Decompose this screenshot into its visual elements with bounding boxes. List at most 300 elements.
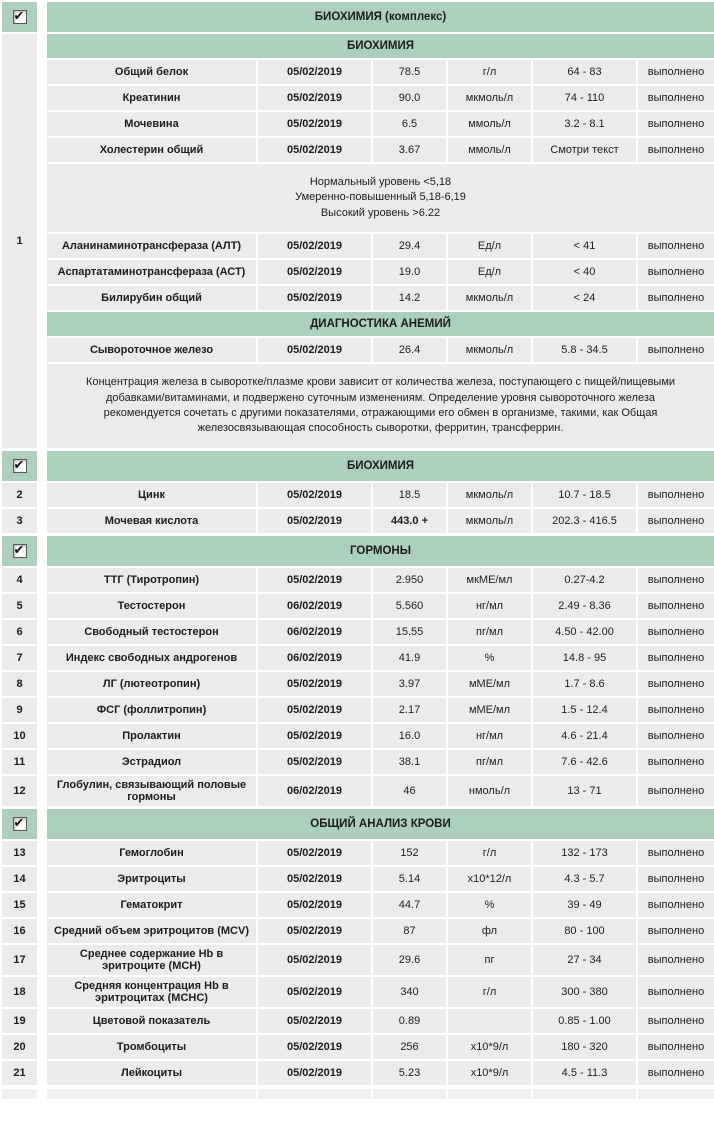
test-unit-cell: % xyxy=(448,646,531,670)
column-gap xyxy=(37,672,47,696)
test-status-cell: выполнено xyxy=(638,86,714,110)
test-unit-cell: мкмоль/л xyxy=(448,86,531,110)
test-unit-cell: Ед/л xyxy=(448,234,531,258)
test-range-cell: 39 - 49 xyxy=(533,893,636,917)
test-date-cell: 05/02/2019 xyxy=(258,750,371,774)
column-gap xyxy=(37,945,47,975)
row-number: 6 xyxy=(2,620,37,644)
test-name-cell: Пролактин xyxy=(47,724,256,748)
table-row xyxy=(47,945,714,975)
test-range-cell: 132 - 173 xyxy=(533,841,636,865)
test-date-cell: 05/02/2019 xyxy=(258,509,371,533)
test-status-cell: выполнено xyxy=(638,112,714,136)
group-subheader: ДИАГНОСТИКА АНЕМИЙ xyxy=(47,312,714,336)
row-number: 20 xyxy=(2,1035,37,1059)
column-gap xyxy=(37,568,47,592)
column-gap xyxy=(37,809,47,839)
test-status-cell: выполнено xyxy=(638,841,714,865)
test-range-cell: 202.3 - 416.5 xyxy=(533,509,636,533)
row-number: 12 xyxy=(2,776,37,806)
test-status-cell: выполнено xyxy=(638,893,714,917)
row-number: 11 xyxy=(2,750,37,774)
table-row-line xyxy=(2,776,714,806)
test-value-cell: 87 xyxy=(373,919,446,943)
test-date-cell: 05/02/2019 xyxy=(258,234,371,258)
test-unit-cell: мМЕ/мл xyxy=(448,698,531,722)
row-number: 17 xyxy=(2,945,37,975)
test-range-cell: 4.5 - 11.3 xyxy=(533,1061,636,1085)
test-unit-cell: г/л xyxy=(448,977,531,1007)
table-row xyxy=(47,893,714,917)
test-value-cell: 3.97 xyxy=(373,672,446,696)
test-value-cell: 443.0 + xyxy=(373,509,446,533)
test-unit-cell: x10*12/л xyxy=(448,867,531,891)
test-date-cell: 05/02/2019 xyxy=(258,893,371,917)
test-range-cell: < 24 xyxy=(533,286,636,310)
column-gap xyxy=(37,509,47,533)
table-row xyxy=(47,646,714,670)
column-gap xyxy=(37,841,47,865)
section-checkbox[interactable] xyxy=(13,10,27,24)
test-unit-cell: мМЕ/мл xyxy=(448,672,531,696)
test-status-cell: выполнено xyxy=(638,509,714,533)
test-unit-cell: x10*9/л xyxy=(448,1061,531,1085)
test-name-cell: Эритроциты xyxy=(47,867,256,891)
test-date-cell: 05/02/2019 xyxy=(258,867,371,891)
note-line: Высокий уровень >6.22 xyxy=(320,206,441,219)
checkmark-icon: ✔ xyxy=(13,541,25,557)
test-date-cell: 05/02/2019 xyxy=(258,568,371,592)
test-status-cell: выполнено xyxy=(638,977,714,1007)
table-row xyxy=(47,338,714,362)
table-row xyxy=(47,483,714,507)
table-row-line xyxy=(2,945,714,975)
test-range-cell: Смотри текст xyxy=(533,138,636,162)
test-status-cell: выполнено xyxy=(638,260,714,284)
section-header-band xyxy=(2,536,714,566)
table-row xyxy=(47,724,714,748)
test-name-cell: Холестерин общий xyxy=(47,138,256,162)
test-date-cell: 05/02/2019 xyxy=(258,1035,371,1059)
test-name-cell: Мочевина xyxy=(47,112,256,136)
row-number: 21 xyxy=(2,1061,37,1085)
test-range-cell: 1.7 - 8.6 xyxy=(533,672,636,696)
test-value-cell: 0.89 xyxy=(373,1009,446,1033)
test-name-cell: Свободный тестостерон xyxy=(47,620,256,644)
test-date-cell: 05/02/2019 xyxy=(258,919,371,943)
test-value-cell: 29.6 xyxy=(373,945,446,975)
test-range-cell: 10.7 - 18.5 xyxy=(533,483,636,507)
test-value-cell: 3.67 xyxy=(373,138,446,162)
test-date-cell: 05/02/2019 xyxy=(258,260,371,284)
test-unit-cell: г/л xyxy=(448,841,531,865)
test-value-cell: 152 xyxy=(373,841,446,865)
test-range-cell: 13 - 71 xyxy=(533,776,636,806)
checkmark-icon: ✔ xyxy=(13,814,25,830)
test-unit-cell: пг/мл xyxy=(448,620,531,644)
column-gap xyxy=(37,594,47,618)
table-row-line xyxy=(2,620,714,644)
table-row-line xyxy=(2,724,714,748)
test-name-cell: Среднее содержание Hb в эритроците (MCH) xyxy=(47,945,256,975)
table-row-line xyxy=(2,594,714,618)
table-row xyxy=(47,1009,714,1033)
column-gap xyxy=(37,919,47,943)
test-date-cell: 05/02/2019 xyxy=(258,483,371,507)
test-value-cell: 15.55 xyxy=(373,620,446,644)
test-name-cell: Мочевая кислота xyxy=(47,509,256,533)
test-unit-cell xyxy=(448,1009,531,1033)
table-row-line xyxy=(2,646,714,670)
column-gap xyxy=(37,34,47,448)
section-checkbox-cell xyxy=(2,2,37,32)
test-date-cell: 06/02/2019 xyxy=(258,776,371,806)
test-unit-cell: ммоль/л xyxy=(448,138,531,162)
test-unit-cell: мкмоль/л xyxy=(448,509,531,533)
table-row xyxy=(47,60,714,84)
row-number: 2 xyxy=(2,483,37,507)
test-range-cell: 3.2 - 8.1 xyxy=(533,112,636,136)
row-number xyxy=(2,1089,37,1099)
table-row-line xyxy=(2,672,714,696)
test-range-cell: < 40 xyxy=(533,260,636,284)
table-row-line xyxy=(2,509,714,533)
column-gap xyxy=(37,1089,47,1099)
column-gap xyxy=(37,1009,47,1033)
test-name-cell: Тромбоциты xyxy=(47,1035,256,1059)
column-gap xyxy=(37,1035,47,1059)
table-row xyxy=(47,509,714,533)
test-unit-cell: мкмоль/л xyxy=(448,483,531,507)
table-row xyxy=(47,234,714,258)
test-name-cell: Средний объем эритроцитов (MCV) xyxy=(47,919,256,943)
row-number: 18 xyxy=(2,977,37,1007)
test-status-cell: выполнено xyxy=(638,672,714,696)
test-value-cell: 41.9 xyxy=(373,646,446,670)
complex-section-body xyxy=(2,34,714,448)
test-name-cell: Средняя концентрация Hb в эритроцитах (MCHC) xyxy=(47,977,256,1007)
test-status-cell: выполнено xyxy=(638,1035,714,1059)
table-row-line xyxy=(2,893,714,917)
test-name-cell: Индекс свободных андрогенов xyxy=(47,646,256,670)
table-row xyxy=(47,750,714,774)
column-gap xyxy=(37,620,47,644)
test-status-cell: выполнено xyxy=(638,919,714,943)
table-row xyxy=(47,260,714,284)
test-name-cell: ФСГ (фоллитропин) xyxy=(47,698,256,722)
test-name-cell: Сывороточное железо xyxy=(47,338,256,362)
test-date-cell: 05/02/2019 xyxy=(258,86,371,110)
test-name-cell: Креатинин xyxy=(47,86,256,110)
test-date-cell: 05/02/2019 xyxy=(258,698,371,722)
test-status-cell: выполнено xyxy=(638,1009,714,1033)
column-gap xyxy=(37,483,47,507)
test-date-cell: 05/02/2019 xyxy=(258,724,371,748)
test-date-cell: 05/02/2019 xyxy=(258,338,371,362)
test-status-cell: выполнено xyxy=(638,945,714,975)
test-name-cell: Общий белок xyxy=(47,60,256,84)
test-name-cell: Лейкоциты xyxy=(47,1061,256,1085)
test-unit-cell: пг/мл xyxy=(448,750,531,774)
test-range-cell: < 41 xyxy=(533,234,636,258)
row-number: 3 xyxy=(2,509,37,533)
row-number: 5 xyxy=(2,594,37,618)
test-status-cell: выполнено xyxy=(638,620,714,644)
test-name-cell: Гемоглобин xyxy=(47,841,256,865)
test-name-cell: Тестостерон xyxy=(47,594,256,618)
test-name-cell: Аспартатаминотрансфераза (АСТ) xyxy=(47,260,256,284)
test-range-cell: 4.3 - 5.7 xyxy=(533,867,636,891)
table-row-line xyxy=(2,698,714,722)
test-range-cell: 27 - 34 xyxy=(533,945,636,975)
table-row xyxy=(47,86,714,110)
test-unit-cell: мкмоль/л xyxy=(448,338,531,362)
test-name-cell: Глобулин, связывающий половые гормоны xyxy=(47,776,256,806)
note-line: Концентрация железа в сыворотке/плазме крови зависит от количества железа, поступающего с пищей/пищевыми добавками/витаминами, и подвержено суточным изменениям. Определение уровня сывороточного железа рекомендуется сочетать с другими показателями, отражающими его обмен в организме, такими, как Общая железосвязывающая способность сыворотки, ферритин, трансферрин. xyxy=(85,376,676,435)
test-range-cell: 2.49 - 8.36 xyxy=(533,594,636,618)
section-content xyxy=(47,34,714,448)
test-status-cell: выполнено xyxy=(638,724,714,748)
test-date-cell: 05/02/2019 xyxy=(258,841,371,865)
note-text-block xyxy=(47,164,714,232)
test-value-cell: 6.5 xyxy=(373,112,446,136)
test-unit-cell: мкмоль/л xyxy=(448,286,531,310)
test-value-cell: 18.5 xyxy=(373,483,446,507)
column-gap xyxy=(37,867,47,891)
test-range-cell: 64 - 83 xyxy=(533,60,636,84)
table-row-line xyxy=(2,1035,714,1059)
row-number: 16 xyxy=(2,919,37,943)
test-unit-cell: нмоль/л xyxy=(448,776,531,806)
test-unit-cell: нг/мл xyxy=(448,594,531,618)
test-value-cell: 2.17 xyxy=(373,698,446,722)
section-checkbox[interactable] xyxy=(13,541,27,558)
test-status-cell: выполнено xyxy=(638,338,714,362)
test-date-cell: 05/02/2019 xyxy=(258,60,371,84)
test-value-cell: 29.4 xyxy=(373,234,446,258)
section-header-band xyxy=(2,809,714,839)
section-title: БИОХИМИЯ xyxy=(47,451,714,481)
test-name-cell: ТТГ (Тиротропин) xyxy=(47,568,256,592)
test-range-cell: 0.27-4.2 xyxy=(533,568,636,592)
test-status-cell: выполнено xyxy=(638,138,714,162)
test-value-cell: 90.0 xyxy=(373,86,446,110)
test-value-cell: 2.950 xyxy=(373,568,446,592)
checkmark-icon: ✔ xyxy=(13,456,25,472)
test-value-cell: 26.4 xyxy=(373,338,446,362)
test-unit-cell: фл xyxy=(448,919,531,943)
empty-cell xyxy=(448,1089,531,1099)
test-status-cell: выполнено xyxy=(638,286,714,310)
note-line: Умеренно-повышенный 5,18-6,19 xyxy=(295,191,466,204)
table-row xyxy=(47,620,714,644)
table-row-line xyxy=(2,977,714,1007)
test-date-cell: 05/02/2019 xyxy=(258,977,371,1007)
table-row xyxy=(47,919,714,943)
section-title: ОБЩИЙ АНАЛИЗ КРОВИ xyxy=(47,809,714,839)
test-value-cell: 256 xyxy=(373,1035,446,1059)
test-value-cell: 44.7 xyxy=(373,893,446,917)
column-gap xyxy=(37,893,47,917)
row-number: 13 xyxy=(2,841,37,865)
test-value-cell: 16.0 xyxy=(373,724,446,748)
test-name-cell: Аланинаминотрансфераза (АЛТ) xyxy=(47,234,256,258)
next-section-clipped-strip xyxy=(2,1089,714,1099)
test-status-cell: выполнено xyxy=(638,776,714,806)
test-name-cell: Эстрадиол xyxy=(47,750,256,774)
empty-cell xyxy=(47,1089,256,1099)
test-value-cell: 340 xyxy=(373,977,446,1007)
table-row xyxy=(47,1061,714,1085)
row-number: 1 xyxy=(2,34,37,448)
test-name-cell: Гематокрит xyxy=(47,893,256,917)
section-title: БИОХИМИЯ (комплекс) xyxy=(47,2,714,32)
table-row xyxy=(47,867,714,891)
table-row xyxy=(47,1035,714,1059)
test-status-cell: выполнено xyxy=(638,568,714,592)
column-gap xyxy=(37,646,47,670)
test-date-cell: 05/02/2019 xyxy=(258,112,371,136)
test-status-cell: выполнено xyxy=(638,867,714,891)
column-gap xyxy=(37,2,47,32)
test-value-cell: 5.23 xyxy=(373,1061,446,1085)
empty-cell xyxy=(258,1089,371,1099)
table-row-line xyxy=(2,568,714,592)
checkmark-icon: ✔ xyxy=(13,8,25,23)
test-status-cell: выполнено xyxy=(638,594,714,618)
test-date-cell: 05/02/2019 xyxy=(258,138,371,162)
test-unit-cell: Ед/л xyxy=(448,260,531,284)
column-gap xyxy=(37,977,47,1007)
column-gap xyxy=(37,776,47,806)
test-unit-cell: пг xyxy=(448,945,531,975)
row-number: 7 xyxy=(2,646,37,670)
row-number: 10 xyxy=(2,724,37,748)
test-value-cell: 38.1 xyxy=(373,750,446,774)
test-name-cell: Билирубин общий xyxy=(47,286,256,310)
row-number: 14 xyxy=(2,867,37,891)
table-row xyxy=(47,672,714,696)
column-gap xyxy=(37,451,47,481)
test-unit-cell: нг/мл xyxy=(448,724,531,748)
test-date-cell: 05/02/2019 xyxy=(258,286,371,310)
column-gap xyxy=(37,536,47,566)
section-header-band xyxy=(2,451,714,481)
table-row xyxy=(47,698,714,722)
test-value-cell: 5.560 xyxy=(373,594,446,618)
test-status-cell: выполнено xyxy=(638,698,714,722)
test-range-cell: 5.8 - 34.5 xyxy=(533,338,636,362)
row-number: 19 xyxy=(2,1009,37,1033)
test-value-cell: 19.0 xyxy=(373,260,446,284)
section-checkbox-cell xyxy=(2,809,37,839)
note-text-block xyxy=(47,364,714,448)
test-name-cell: ЛГ (лютеотропин) xyxy=(47,672,256,696)
row-number: 4 xyxy=(2,568,37,592)
row-number: 15 xyxy=(2,893,37,917)
table-row xyxy=(47,977,714,1007)
test-value-cell: 5.14 xyxy=(373,867,446,891)
test-range-cell: 4.50 - 42.00 xyxy=(533,620,636,644)
test-range-cell: 74 - 110 xyxy=(533,86,636,110)
test-value-cell: 46 xyxy=(373,776,446,806)
section-checkbox[interactable] xyxy=(13,456,27,473)
test-range-cell: 300 - 380 xyxy=(533,977,636,1007)
test-date-cell: 06/02/2019 xyxy=(258,594,371,618)
table-row xyxy=(47,286,714,310)
test-unit-cell: г/л xyxy=(448,60,531,84)
lab-results-table xyxy=(2,2,714,1099)
test-range-cell: 1.5 - 12.4 xyxy=(533,698,636,722)
test-status-cell: выполнено xyxy=(638,750,714,774)
row-number: 8 xyxy=(2,672,37,696)
table-row xyxy=(47,138,714,162)
row-number: 9 xyxy=(2,698,37,722)
test-status-cell: выполнено xyxy=(638,646,714,670)
table-row xyxy=(47,841,714,865)
test-value-cell: 14.2 xyxy=(373,286,446,310)
section-header-band xyxy=(2,2,714,32)
test-date-cell: 05/02/2019 xyxy=(258,1061,371,1085)
table-row-line xyxy=(2,483,714,507)
table-row xyxy=(47,112,714,136)
test-range-cell: 180 - 320 xyxy=(533,1035,636,1059)
test-range-cell: 14.8 - 95 xyxy=(533,646,636,670)
test-name-cell: Цветовой показатель xyxy=(47,1009,256,1033)
section-checkbox-cell xyxy=(2,536,37,566)
test-status-cell: выполнено xyxy=(638,483,714,507)
table-row-line xyxy=(2,750,714,774)
table-row-line xyxy=(2,1009,714,1033)
test-status-cell: выполнено xyxy=(638,60,714,84)
column-gap xyxy=(37,1061,47,1085)
table-row-line xyxy=(2,1061,714,1085)
test-value-cell: 78.5 xyxy=(373,60,446,84)
table-row xyxy=(47,776,714,806)
test-name-cell: Цинк xyxy=(47,483,256,507)
section-title: ГОРМОНЫ xyxy=(47,536,714,566)
test-range-cell: 80 - 100 xyxy=(533,919,636,943)
test-status-cell: выполнено xyxy=(638,234,714,258)
test-date-cell: 05/02/2019 xyxy=(258,672,371,696)
empty-cell xyxy=(533,1089,636,1099)
note-line: Нормальный уровень <5,18 xyxy=(309,176,452,188)
test-range-cell: 4.6 - 21.4 xyxy=(533,724,636,748)
test-range-cell: 7.6 - 42.6 xyxy=(533,750,636,774)
table-row-line xyxy=(2,841,714,865)
group-subheader: БИОХИМИЯ xyxy=(47,34,714,58)
section-checkbox[interactable] xyxy=(13,814,27,831)
table-row xyxy=(47,1089,714,1099)
table-row-line xyxy=(2,867,714,891)
column-gap xyxy=(37,724,47,748)
test-unit-cell: ммоль/л xyxy=(448,112,531,136)
table-row-line xyxy=(2,919,714,943)
test-unit-cell: % xyxy=(448,893,531,917)
test-date-cell: 06/02/2019 xyxy=(258,646,371,670)
column-gap xyxy=(37,698,47,722)
empty-cell xyxy=(373,1089,446,1099)
table-row xyxy=(47,594,714,618)
section-checkbox-cell xyxy=(2,451,37,481)
test-status-cell: выполнено xyxy=(638,1061,714,1085)
column-gap xyxy=(37,750,47,774)
test-unit-cell: x10*9/л xyxy=(448,1035,531,1059)
test-range-cell: 0.85 - 1.00 xyxy=(533,1009,636,1033)
test-unit-cell: мкМЕ/мл xyxy=(448,568,531,592)
table-row xyxy=(47,568,714,592)
test-date-cell: 05/02/2019 xyxy=(258,1009,371,1033)
